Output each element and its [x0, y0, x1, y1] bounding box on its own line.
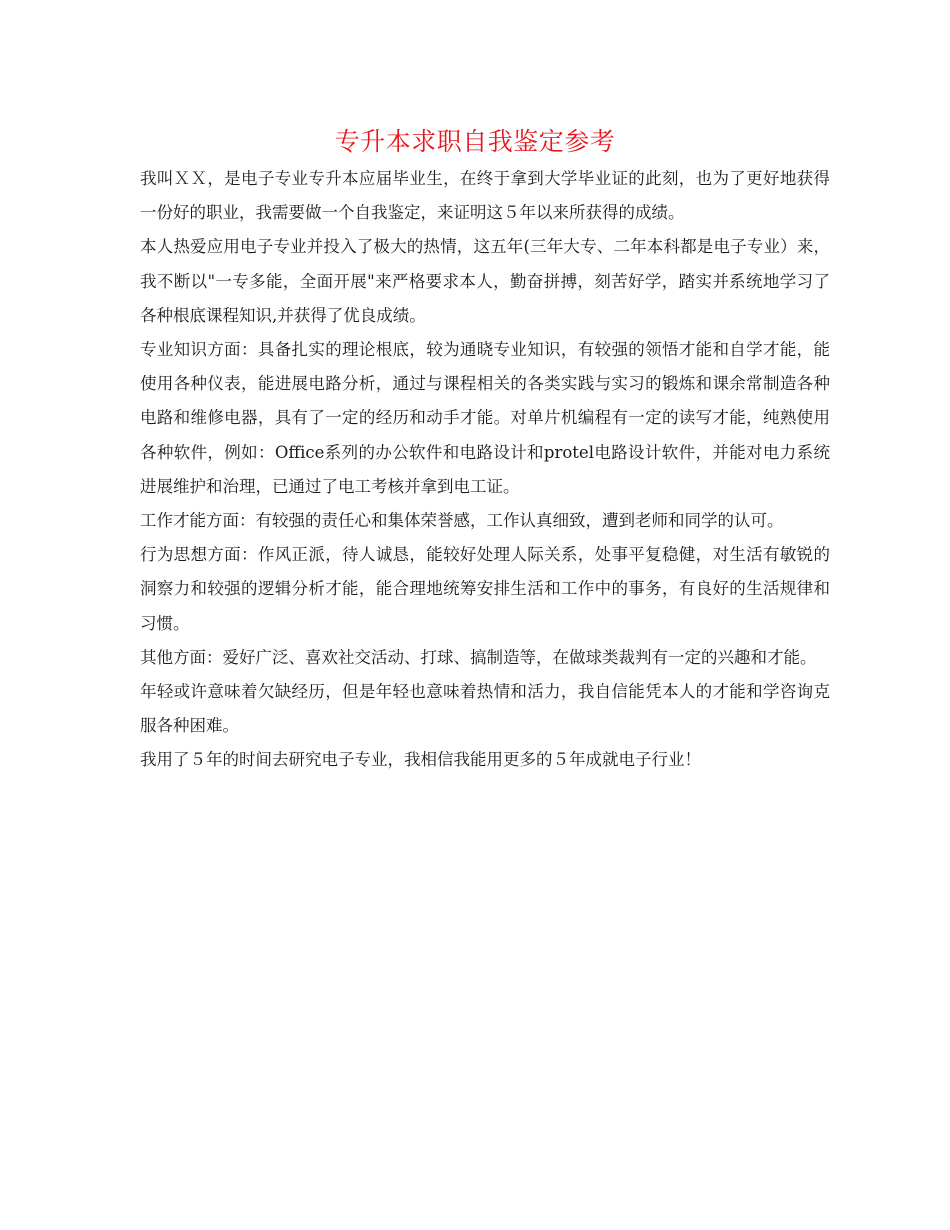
paragraph-study: 本人热爱应用电子专业并投入了极大的热情，这五年(三年大专、二年本科都是电子专业）来，我不断以"一专多能，全面开展"来严格要求本人，勤奋拼搏，刻苦好学，踏实并系统地学习了各种根底课程知识,并获得了优良成绩。	[140, 237, 830, 325]
paragraph-work-ability: 工作才能方面：有较强的责任心和集体荣誉感，工作认真细致，遭到老师和同学的认可。	[140, 511, 784, 531]
paragraph-professional-knowledge: 专业知识方面：具备扎实的理论根底，较为通晓专业知识，有较强的领悟才能和自学才能，能使用各种仪表，能进展电路分析，通过与课程相关的各类实践与实习的锻炼和课余常制造各种电路和维修电器，具有了一定的经历和动手才能。对单片机编程有一定的读写才能，纯熟使用各种软件，例如：Office系列的办公软件和电路设计和protel电路设计软件，并能对电力系统进展维护和治理，已通过了电工考核并拿到电工证。	[140, 340, 830, 496]
document-title: 专升本求职自我鉴定参考	[334, 127, 616, 156]
paragraph-other: 其他方面：爱好广泛、喜欢社交活动、打球、搞制造等，在做球类裁判有一定的兴趣和才能。	[140, 647, 817, 667]
paragraph-youth: 年轻或许意味着欠缺经历，但是年轻也意味着热情和活力，我自信能凭本人的才能和学咨询克服各种困难。	[140, 682, 830, 736]
paragraph-intro: 我叫ＸＸ，是电子专业专升本应届毕业生，在终于拿到大学毕业证的此刻，也为了更好地获得一份好的职业，我需要做一个自我鉴定，来证明这５年以来所获得的成绩。	[140, 169, 830, 223]
document-body	[140, 162, 830, 778]
paragraph-conduct: 行为思想方面：作风正派，待人诚恳，能较好处理人际关系，处事平复稳健，对生活有敏锐的洞察力和较强的逻辑分析才能，能合理地统筹安排生活和工作中的事务，有良好的生活规律和习惯。	[140, 545, 830, 633]
paragraph-closing: 我用了５年的时间去研究电子专业，我相信我能用更多的５年成就电子行业！	[140, 750, 701, 770]
